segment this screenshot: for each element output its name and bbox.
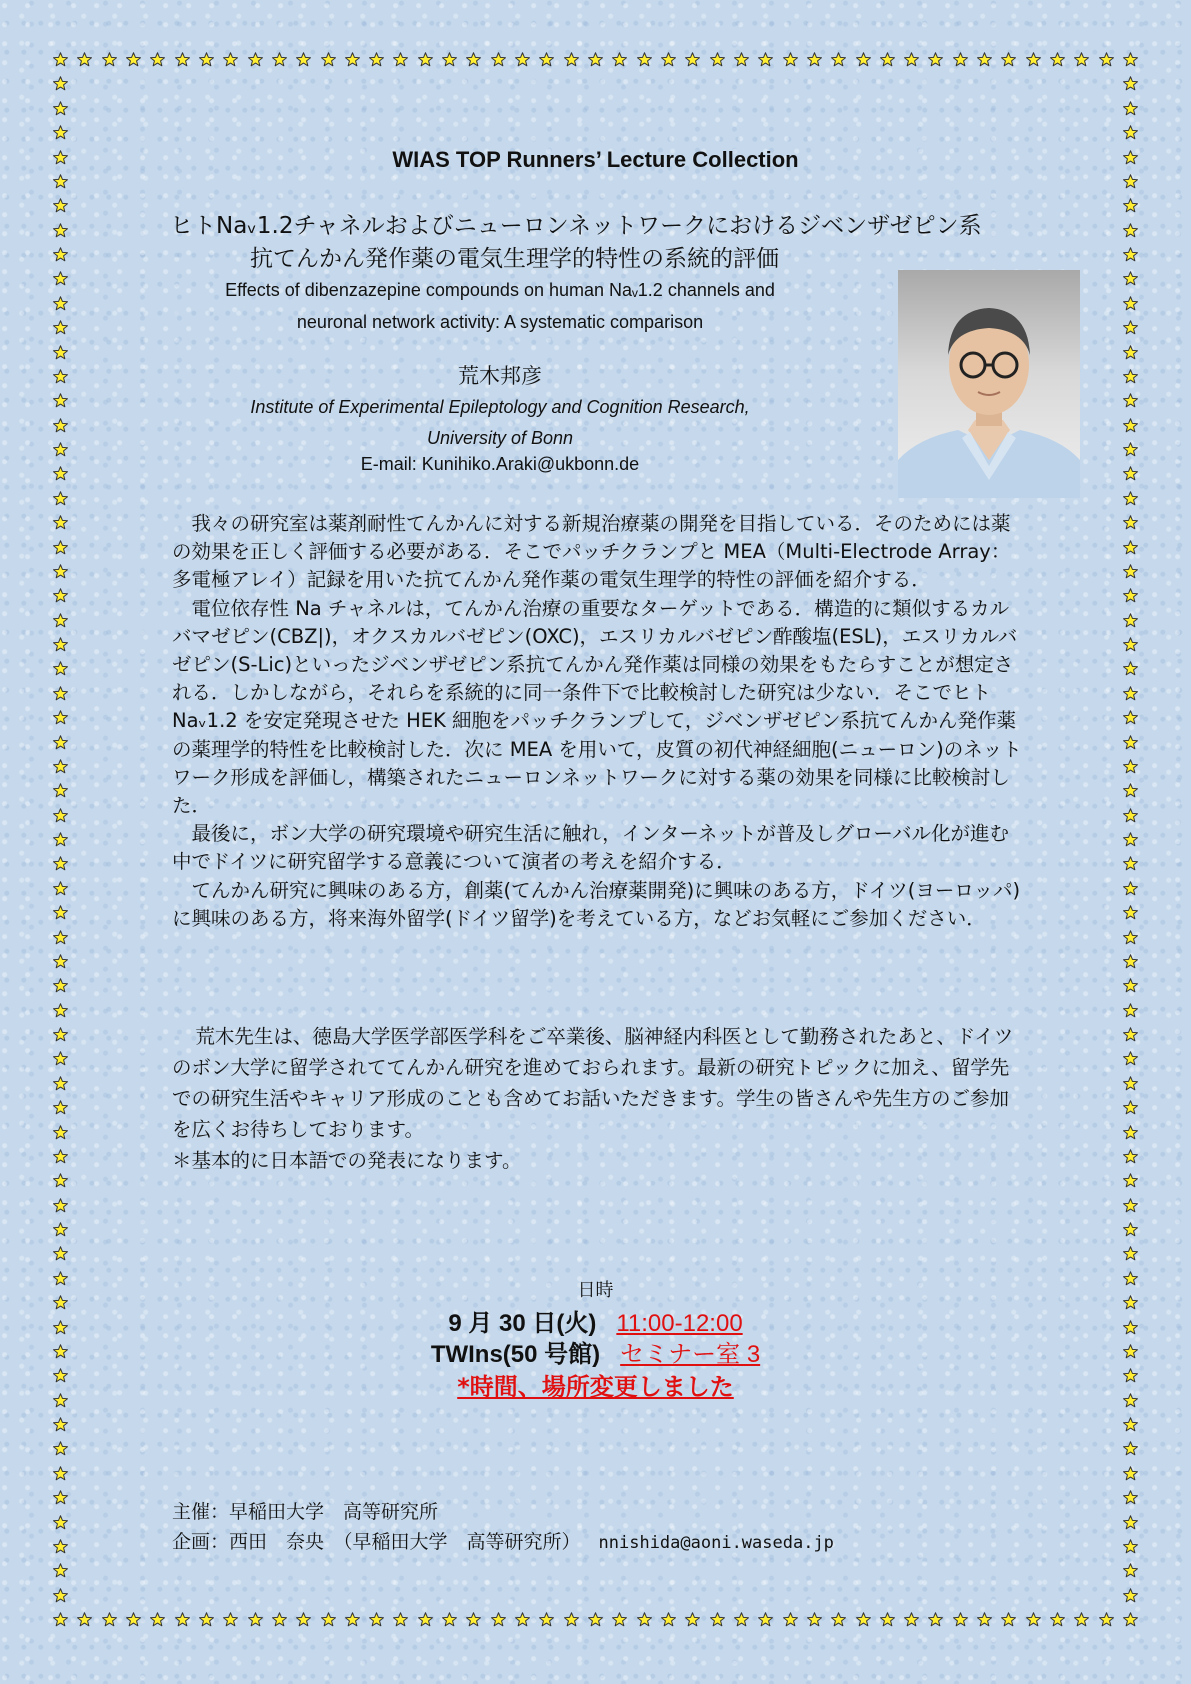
star-outline-icon (296, 1612, 311, 1627)
star-outline-icon (1123, 1149, 1138, 1164)
star-outline-icon (1123, 1563, 1138, 1578)
star-outline-icon (1123, 1051, 1138, 1066)
star-outline-icon (53, 1173, 68, 1188)
star-outline-icon (1123, 271, 1138, 286)
star-outline-icon (637, 52, 652, 67)
planner (172, 1527, 834, 1554)
star-outline-icon (612, 52, 627, 67)
abstract (172, 510, 1027, 933)
star-outline-icon (807, 52, 822, 67)
star-outline-icon (53, 881, 68, 896)
star-outline-icon (1123, 832, 1138, 847)
star-outline-icon (53, 588, 68, 603)
english-title (145, 274, 855, 338)
star-outline-icon (1123, 637, 1138, 652)
star-outline-icon (977, 1612, 992, 1627)
english-title-line2: neuronal network activity: A systematic comparison (296, 312, 704, 332)
star-outline-icon (1123, 759, 1138, 774)
star-outline-icon (53, 808, 68, 823)
star-outline-icon (612, 1612, 627, 1627)
star-outline-icon (393, 52, 408, 67)
language-note: ＊基本的に日本語での発表になります。 (172, 1149, 522, 1172)
star-outline-icon (1123, 174, 1138, 189)
star-outline-icon (53, 1246, 68, 1261)
star-outline-icon (53, 1466, 68, 1481)
star-outline-icon (53, 1149, 68, 1164)
star-outline-icon (53, 101, 68, 116)
star-outline-icon (53, 1515, 68, 1530)
star-outline-icon (661, 52, 676, 67)
star-outline-icon (53, 1003, 68, 1018)
star-outline-icon (1123, 1173, 1138, 1188)
change-notice: *時間、場所変更しました (457, 1373, 734, 1401)
star-outline-icon (661, 1612, 676, 1627)
star-outline-icon (685, 1612, 700, 1627)
star-outline-icon (831, 1612, 846, 1627)
star-outline-icon (53, 710, 68, 725)
star-outline-icon (1123, 783, 1138, 798)
star-outline-icon (53, 174, 68, 189)
star-outline-icon (321, 52, 336, 67)
star-outline-icon (734, 52, 749, 67)
star-outline-icon (199, 1612, 214, 1627)
star-outline-icon (223, 52, 238, 67)
star-outline-icon (150, 1612, 165, 1627)
star-outline-icon (1123, 978, 1138, 993)
star-outline-icon (53, 418, 68, 433)
star-outline-icon (880, 52, 895, 67)
star-outline-icon (53, 637, 68, 652)
organizer: 主催：早稲田大学 高等研究所 (172, 1501, 439, 1523)
star-outline-icon (1123, 735, 1138, 750)
star-outline-icon (1123, 1588, 1138, 1603)
star-outline-icon (1123, 393, 1138, 408)
star-outline-icon (53, 515, 68, 530)
star-outline-icon (53, 564, 68, 579)
star-outline-icon (1123, 491, 1138, 506)
star-outline-icon (1123, 442, 1138, 457)
star-outline-icon (734, 1612, 749, 1627)
star-outline-icon (1123, 1441, 1138, 1456)
star-outline-icon (1123, 808, 1138, 823)
star-outline-icon (758, 1612, 773, 1627)
abstract-paragraph: 電位依存性 Na チャネルは，てんかん治療の重要なターゲットである．構造的に類似するカルバマゼピン(CBZ|)，オクスカルバゼピン(OXC)，エスリカルバゼピン酢酸塩(ESL)，エスリカルバゼピン(S-Lic)といったジベンザゼピン系抗てんかん発作薬は同様の効果をもたらすことが想定される．しかしながら，それらを系統的に同一条件下で比較検討した研究は少ない．そこでヒト Naᵥ1.2 を安定発現させた HEK 細胞をパッチクランプして，ジベンザゼピン系抗てんかん発作薬の薬理学的特性を比較検討した．次に MEA を用いて，皮質の初代神経細胞(ニューロン)のネットワーク形成を評価し，構築されたニューロンネットワークに対する薬の効果を同様に比較検討した． (172, 596, 1022, 818)
star-outline-icon (53, 491, 68, 506)
star-outline-icon (53, 247, 68, 262)
star-outline-icon (53, 1125, 68, 1140)
star-outline-icon (53, 198, 68, 213)
star-outline-icon (321, 1612, 336, 1627)
star-outline-icon (53, 1563, 68, 1578)
star-outline-icon (515, 1612, 530, 1627)
star-outline-icon (53, 369, 68, 384)
star-outline-icon (637, 1612, 652, 1627)
star-outline-icon (1123, 1100, 1138, 1115)
star-outline-icon (53, 1490, 68, 1505)
star-outline-icon (53, 783, 68, 798)
star-outline-icon (1123, 76, 1138, 91)
star-outline-icon (53, 735, 68, 750)
star-outline-icon (77, 52, 92, 67)
star-outline-icon (1123, 1222, 1138, 1237)
star-outline-icon (53, 686, 68, 701)
speaker-introduction (172, 1021, 1027, 1176)
star-outline-icon (977, 52, 992, 67)
star-outline-icon (1026, 1612, 1041, 1627)
star-outline-icon (1123, 52, 1138, 67)
star-outline-icon (953, 52, 968, 67)
star-outline-icon (345, 52, 360, 67)
star-outline-icon (53, 978, 68, 993)
star-outline-icon (1026, 52, 1041, 67)
star-outline-icon (53, 1441, 68, 1456)
star-outline-icon (1123, 1027, 1138, 1042)
event-date: 9 月 30 日(火) (448, 1310, 597, 1337)
star-outline-icon (345, 1612, 360, 1627)
star-outline-icon (53, 661, 68, 676)
introduction-paragraph: 荒木先生は、徳島大学医学部医学科をご卒業後、脳神経内科医として勤務されたあと、ドイツのボン大学に留学されててんかん研究を進めておられます。最新の研究トピックに加え、留学先での研究生活やキャリア形成のことも含めてお話いただきます。学生の皆さんや先生方のご参加を広くお待ちしております。 (172, 1025, 1014, 1141)
star-outline-icon (126, 1612, 141, 1627)
star-outline-icon (1123, 1198, 1138, 1213)
star-outline-icon (588, 1612, 603, 1627)
star-outline-icon (1123, 418, 1138, 433)
planner-email: nnishida@aoni.waseda.jp (598, 1533, 834, 1553)
japanese-title-line2: 抗てんかん発作薬の電気生理学的特性の系統的評価 (250, 246, 779, 272)
star-outline-icon (783, 52, 798, 67)
star-outline-icon (758, 52, 773, 67)
star-outline-icon (1123, 954, 1138, 969)
star-outline-icon (53, 832, 68, 847)
star-outline-icon (1123, 613, 1138, 628)
speaker-affiliation (145, 392, 855, 454)
star-outline-icon (1123, 320, 1138, 335)
star-outline-icon (710, 1612, 725, 1627)
star-outline-icon (1123, 930, 1138, 945)
star-outline-icon (248, 1612, 263, 1627)
star-outline-icon (53, 759, 68, 774)
star-outline-icon (1123, 247, 1138, 262)
star-outline-icon (77, 1612, 92, 1627)
star-outline-icon (53, 856, 68, 871)
star-outline-icon (807, 1612, 822, 1627)
star-outline-icon (53, 954, 68, 969)
star-outline-icon (1123, 1515, 1138, 1530)
star-outline-icon (53, 1076, 68, 1091)
star-outline-icon (1123, 710, 1138, 725)
star-outline-icon (904, 1612, 919, 1627)
star-outline-icon (53, 271, 68, 286)
star-outline-icon (53, 930, 68, 945)
star-outline-icon (1123, 564, 1138, 579)
portrait-icon (898, 270, 1080, 498)
star-outline-icon (1099, 52, 1114, 67)
abstract-paragraph: 最後に，ボン大学の研究環境や研究生活に触れ，インターネットが普及しグローバル化が進む中でドイツに研究留学する意義について演者の考えを紹介する． (172, 822, 1009, 874)
star-outline-icon (126, 52, 141, 67)
star-outline-icon (1123, 856, 1138, 871)
star-outline-icon (1074, 1612, 1089, 1627)
star-outline-icon (1123, 1612, 1138, 1627)
star-outline-icon (53, 1588, 68, 1603)
star-outline-icon (539, 52, 554, 67)
star-outline-icon (1123, 198, 1138, 213)
star-outline-icon (53, 345, 68, 360)
star-outline-icon (1123, 1003, 1138, 1018)
star-outline-icon (272, 52, 287, 67)
star-outline-icon (53, 1100, 68, 1115)
star-outline-icon (53, 540, 68, 555)
star-outline-icon (1123, 1246, 1138, 1261)
abstract-paragraph: てんかん研究に興味のある方，創薬(てんかん治療薬開発)に興味のある方，ドイツ(ヨーロッパ)に興味のある方，将来海外留学(ドイツ留学)を考えている方，などお気軽にご参加ください． (172, 878, 1021, 930)
star-outline-icon (1050, 52, 1065, 67)
affiliation-line2: University of Bonn (426, 428, 574, 448)
star-outline-icon (53, 466, 68, 481)
star-outline-icon (53, 1612, 68, 1627)
star-outline-icon (53, 1222, 68, 1237)
star-outline-icon (1123, 1076, 1138, 1091)
star-outline-icon (1123, 661, 1138, 676)
star-outline-icon (296, 52, 311, 67)
affiliation-line1: Institute of Experimental Epileptology and Cognition Research, (250, 397, 750, 417)
event-time: 11:00-12:00 (616, 1310, 743, 1337)
star-outline-icon (588, 52, 603, 67)
star-outline-icon (1050, 1612, 1065, 1627)
star-outline-icon (880, 1612, 895, 1627)
star-outline-icon (369, 1612, 384, 1627)
star-outline-icon (928, 52, 943, 67)
abstract-paragraph: 我々の研究室は薬剤耐性てんかんに対する新規治療薬の開発を目指している．そのためには薬の効果を正しく評価する必要がある．そこでパッチクランプと MEA（Multi-Electrode Array：多電極アレイ）記録を用いた抗てんかん発作薬の電気生理学的特性の評価を紹介する． (172, 512, 1011, 592)
english-title-line1: Effects of dibenzazepine compounds on human Naᵥ1.2 channels and (225, 280, 775, 300)
star-outline-icon (1123, 1490, 1138, 1505)
star-outline-icon (223, 1612, 238, 1627)
star-outline-icon (102, 1612, 117, 1627)
star-outline-icon (175, 1612, 190, 1627)
star-outline-icon (418, 1612, 433, 1627)
star-outline-icon (1123, 223, 1138, 238)
star-outline-icon (783, 1612, 798, 1627)
star-outline-icon (1123, 125, 1138, 140)
star-outline-icon (53, 393, 68, 408)
event-venue: TWIns(50 号館) (430, 1341, 601, 1368)
star-outline-icon (953, 1612, 968, 1627)
star-outline-icon (175, 52, 190, 67)
star-outline-icon (1123, 540, 1138, 555)
star-outline-icon (1123, 1125, 1138, 1140)
star-outline-icon (53, 1027, 68, 1042)
star-outline-icon (442, 52, 457, 67)
star-outline-icon (1123, 1539, 1138, 1554)
star-outline-icon (1123, 466, 1138, 481)
star-outline-icon (491, 1612, 506, 1627)
star-outline-icon (710, 52, 725, 67)
star-outline-icon (53, 613, 68, 628)
star-outline-icon (515, 52, 530, 67)
star-outline-icon (466, 52, 481, 67)
star-outline-icon (539, 1612, 554, 1627)
star-outline-icon (1001, 52, 1016, 67)
star-outline-icon (369, 52, 384, 67)
japanese-title-line1: ヒトNaᵥ1.2チャネルおよびニューロンネットワークにおけるジベンザゼピン系 (170, 213, 982, 239)
star-outline-icon (685, 52, 700, 67)
star-outline-icon (466, 1612, 481, 1627)
star-outline-icon (1123, 881, 1138, 896)
speaker-email: E-mail: Kunihiko.Araki@ukbonn.de (360, 454, 640, 474)
star-outline-icon (904, 52, 919, 67)
star-outline-icon (831, 52, 846, 67)
event-room: セミナー室 3 (620, 1341, 761, 1368)
star-outline-icon (53, 296, 68, 311)
star-outline-icon (272, 1612, 287, 1627)
star-outline-icon (1123, 686, 1138, 701)
speaker-photo (898, 270, 1080, 498)
datetime-label: 日時 (577, 1280, 614, 1301)
star-outline-icon (1123, 1466, 1138, 1481)
series-title: WIAS TOP Runners’ Lecture Collection (392, 147, 799, 172)
planner-name: 企画：西田 奈央 （早稲田大学 高等研究所） (172, 1531, 581, 1553)
star-outline-icon (1099, 1612, 1114, 1627)
star-outline-icon (53, 1417, 68, 1432)
star-outline-icon (1123, 905, 1138, 920)
star-outline-icon (393, 1612, 408, 1627)
star-outline-icon (564, 52, 579, 67)
star-outline-icon (564, 1612, 579, 1627)
star-outline-icon (53, 223, 68, 238)
star-outline-icon (53, 52, 68, 67)
speaker-name: 荒木邦彦 (458, 364, 542, 388)
star-outline-icon (53, 76, 68, 91)
star-outline-icon (248, 52, 263, 67)
star-outline-icon (928, 1612, 943, 1627)
event-date-line (0, 1303, 1191, 1338)
star-outline-icon (1074, 52, 1089, 67)
star-outline-icon (150, 52, 165, 67)
star-outline-icon (1123, 1417, 1138, 1432)
star-outline-icon (856, 1612, 871, 1627)
star-outline-icon (1123, 588, 1138, 603)
star-outline-icon (1001, 1612, 1016, 1627)
star-outline-icon (491, 52, 506, 67)
star-outline-icon (1123, 296, 1138, 311)
star-outline-icon (1123, 345, 1138, 360)
star-outline-icon (53, 125, 68, 140)
star-outline-icon (53, 1198, 68, 1213)
star-outline-icon (856, 52, 871, 67)
star-outline-icon (102, 52, 117, 67)
star-outline-icon (418, 52, 433, 67)
star-outline-icon (53, 1539, 68, 1554)
star-outline-icon (1123, 369, 1138, 384)
event-venue-line (0, 1334, 1191, 1369)
star-outline-icon (442, 1612, 457, 1627)
star-outline-icon (1123, 101, 1138, 116)
star-outline-icon (1123, 515, 1138, 530)
star-outline-icon (199, 52, 214, 67)
star-outline-icon (53, 442, 68, 457)
star-outline-icon (53, 905, 68, 920)
japanese-title (170, 210, 1030, 276)
star-outline-icon (53, 320, 68, 335)
star-outline-icon (53, 1051, 68, 1066)
